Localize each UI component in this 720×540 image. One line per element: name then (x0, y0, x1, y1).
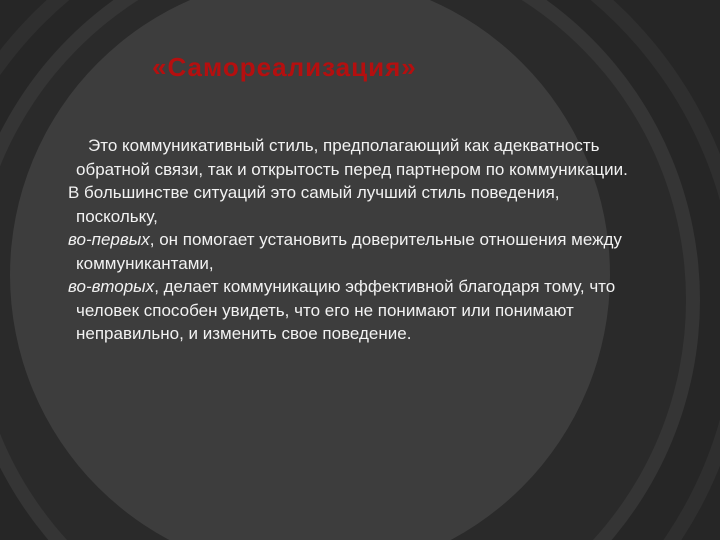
second-reason-text: , делает коммуникацию эффективной благодаря тому, что человек способен увидеть, что его не понимают или понимают неправильно, и изменить свое поведение. (76, 277, 616, 343)
paragraph-best-style (68, 181, 628, 228)
paragraph-first-reason (68, 228, 628, 275)
paragraph-definition-text: Это коммуникативный стиль, предполагающий как адекватность обратной связи, так и открытость перед партнером по коммуникации. (76, 136, 628, 179)
paragraph-best-style-text: В большинстве ситуаций это самый лучший стиль поведения, поскольку, (68, 183, 560, 226)
first-reason-text: , он помогает установить доверительные отношения между коммуникантами, (76, 230, 622, 273)
slide-title: «Самореализация» (152, 52, 417, 82)
paragraph-second-reason (68, 275, 628, 346)
slide-body (68, 134, 628, 346)
first-reason-marker: во-первых (68, 230, 150, 249)
second-reason-marker: во-вторых (68, 277, 155, 296)
paragraph-definition (68, 134, 628, 181)
